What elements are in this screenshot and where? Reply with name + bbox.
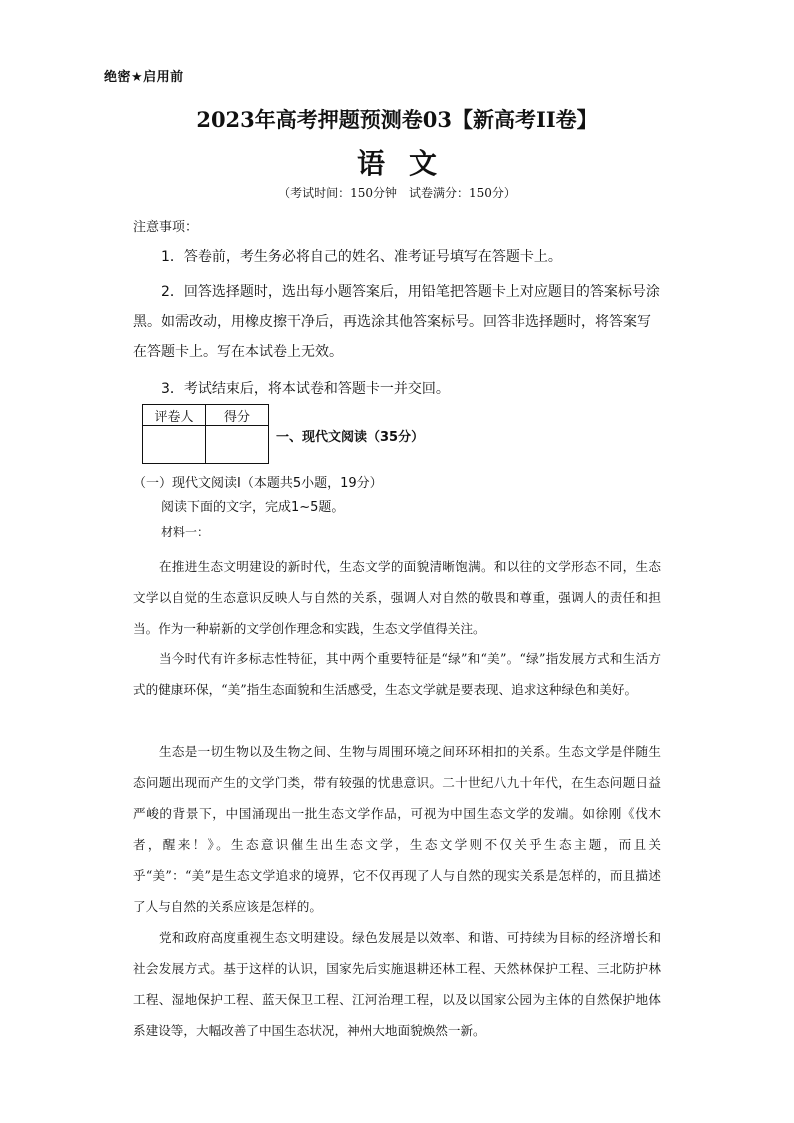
sub-section-title: （一）现代文阅读Ⅰ（本题共5小题，19分） xyxy=(133,476,383,491)
score-table xyxy=(142,404,269,464)
secret-mark: 绝密★启用前 xyxy=(104,70,184,85)
exam-info: （考试时间：150分钟 试卷满分：150分） xyxy=(278,186,516,200)
material-paragraph-4: 党和政府高度重视生态文明建设。绿色发展是以效率、和谐、可持续为目标的经济增长和社会发展方式。基于这样的认识，国家先后实施退耕还林工程、天然林保护工程、三北防护林工程、湿地保护工程、蓝天保卫工程、江河治理工程，以及以国家公园为主体的自然保护地体系建设等，大幅改善了中国生态状况，神州大地面貌焕然一新。 xyxy=(133,930,661,1038)
notice-item-3: 3．考试结束后，将本试卷和答题卡一并交回。 xyxy=(161,381,450,397)
section-title: 一、现代文阅读（35分） xyxy=(276,430,425,445)
score-cell xyxy=(206,426,269,464)
exam-title: 2023年高考押题预测卷03【新高考II卷】 xyxy=(196,107,598,132)
notice-item-2: 2．回答选择题时，选出每小题答案后，用铅笔把答题卡上对应题目的答案标号涂黑。如需改动，用橡皮擦干净后，再选涂其他答案标号。回答非选择题时，将答案写在答题卡上。写在本试卷上无效。 xyxy=(133,284,660,360)
notice-heading: 注意事项： xyxy=(133,220,199,235)
grader-cell xyxy=(143,426,206,464)
score-header: 得分 xyxy=(206,405,269,426)
material-paragraph-2: 当今时代有许多标志性特征，其中两个重要特征是“绿”和“美”。“绿”指发展方式和生活方式的健康环保，“美”指生态面貌和生活感受，生态文学就是要表现、追求这种绿色和美好。 xyxy=(133,651,661,697)
reading-instruction: 阅读下面的文字，完成1~5题。 xyxy=(161,500,345,515)
notice-item-1: 1．答卷前，考生务必将自己的姓名、准考证号填写在答题卡上。 xyxy=(161,249,562,265)
material-paragraph-1: 在推进生态文明建设的新时代，生态文学的面貌清晰饱满。和以往的文学形态不同，生态文学以自觉的生态意识反映人与自然的关系，强调人对自然的敬畏和尊重，强调人的责任和担当。作为一种崭新的文学创作理念和实践，生态文学值得关注。 xyxy=(133,559,661,636)
subject-title: 语文 xyxy=(356,147,461,180)
material-label: 材料一： xyxy=(161,525,210,539)
material-paragraph-3: 生态是一切生物以及生物之间、生物与周围环境之间环环相扣的关系。生态文学是伴随生态问题出现而产生的文学门类，带有较强的忧患意识。二十世纪八九十年代，在生态问题日益严峻的背景下，中国涌现出一批生态文学作品，可视为中国生态文学的发端。如徐刚《伐木者，醒来！》。生态意识催生出生态文学，生态文学则不仅关乎生态主题，而且关乎“美”：“美”是生态文学追求的境界，它不仅再现了人与自然的现实关系是怎样的，而且描述了人与自然的关系应该是怎样的。 xyxy=(133,744,661,914)
grader-header: 评卷人 xyxy=(143,405,206,426)
